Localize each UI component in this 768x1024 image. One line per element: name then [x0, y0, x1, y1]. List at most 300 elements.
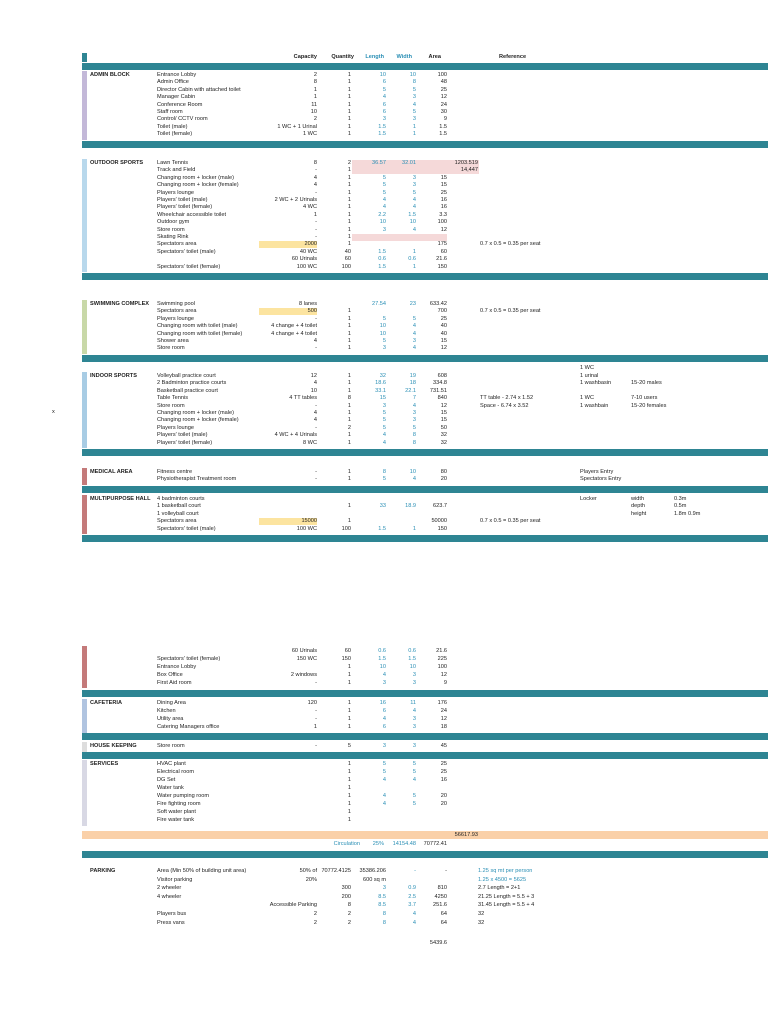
- row-quantity: 1: [347, 785, 351, 791]
- row-length: 5: [382, 316, 386, 322]
- row-capacity: 8: [313, 160, 317, 166]
- row-quantity: 1: [347, 469, 351, 475]
- row-area: 25: [440, 87, 447, 93]
- row-area: 623.7: [433, 503, 447, 509]
- row-name: Water tank: [157, 785, 184, 791]
- row-area: 12: [440, 672, 447, 678]
- row-quantity: 1: [347, 109, 351, 115]
- row-capacity: 150 WC: [296, 656, 317, 662]
- row-width: 4: [412, 227, 416, 233]
- row-capacity: -: [315, 227, 317, 233]
- row-quantity: 1: [347, 102, 351, 108]
- row-length: 4: [382, 793, 386, 799]
- row-name: Spectators' toilet (male): [157, 249, 216, 255]
- section-side-bar: [82, 159, 87, 272]
- row-width: 10: [409, 72, 416, 78]
- row-area: 16: [440, 197, 447, 203]
- row-length: 10: [379, 219, 386, 225]
- row-length: 5: [382, 87, 386, 93]
- row-quantity: 1: [347, 197, 351, 203]
- row-capacity: 4 WC: [303, 204, 317, 210]
- row-length: 8.5: [378, 902, 386, 908]
- row-quantity: 1: [347, 809, 351, 815]
- row-name: Physiotherapist Treatment room: [157, 476, 237, 482]
- row-width: 3: [412, 182, 416, 188]
- row-name: Players' toilet (male): [157, 432, 208, 438]
- row-width: 3: [412, 724, 416, 730]
- row-area: 12: [440, 345, 447, 351]
- row-capacity: 60 Urinals: [291, 256, 317, 262]
- total-highlight-row: [82, 831, 768, 839]
- row-area: 150: [437, 264, 447, 270]
- header-reference: Reference: [499, 54, 527, 60]
- row-capacity: 15000: [259, 518, 317, 525]
- row-length: 0.6: [378, 648, 386, 654]
- row-length: 36.57: [372, 160, 386, 166]
- row-length: 6: [382, 724, 386, 730]
- row-quantity: 1: [347, 777, 351, 783]
- row-name: Control/ CCTV room: [157, 116, 208, 122]
- row-area: 20: [440, 793, 447, 799]
- row-extra: 1203.519: [454, 160, 478, 166]
- row-length: 5: [382, 761, 386, 767]
- row-name: 4 wheeler: [157, 894, 182, 900]
- row-length: 1.5: [378, 656, 386, 662]
- row-area: 20: [440, 476, 447, 482]
- row-reference: 1.25 sq mt per person: [478, 868, 533, 874]
- row-length: 1.5: [378, 264, 386, 270]
- row-length: 16: [379, 700, 386, 706]
- row-area: 25: [440, 769, 447, 775]
- row-name: Players' toilet (female): [157, 204, 213, 210]
- row-length: 27.54: [372, 301, 386, 307]
- row-width: 4: [412, 197, 416, 203]
- row-length: 5: [382, 417, 386, 423]
- row-length: 6: [382, 102, 386, 108]
- row-capacity: 8 WC: [303, 440, 317, 446]
- row-capacity: 60 Urinals: [291, 648, 317, 654]
- section-band: [82, 63, 768, 70]
- row-area: 700: [437, 308, 447, 314]
- section-side-bar: [82, 699, 87, 733]
- row-reference: 21.25 Length = 5.5 + 3: [478, 894, 535, 900]
- row-area: 24: [440, 102, 447, 108]
- row-reference: TT table - 2.74 x 1.52: [480, 395, 534, 401]
- row-reference: 0.7 x 0.5 = 0.35 per seat: [480, 518, 541, 524]
- row-quantity: 1: [347, 87, 351, 93]
- row-area: 15: [440, 175, 447, 181]
- row-capacity: 2 WC + 2 Urinals: [274, 197, 317, 203]
- row-quantity: 2: [347, 920, 351, 926]
- row-length: 4: [382, 197, 386, 203]
- row-length: 35386.206: [359, 868, 386, 874]
- row-reference: 0.7 x 0.5 = 0.35 per seat: [480, 241, 541, 247]
- row-capacity: 4 WC + 4 Urinals: [274, 432, 317, 438]
- row-quantity: 1: [347, 716, 351, 722]
- row-width: 10: [409, 664, 416, 670]
- row-name: Kitchen: [157, 708, 176, 714]
- row-width: 4: [412, 476, 416, 482]
- row-length: 32: [379, 373, 386, 379]
- row-area: 32: [440, 432, 447, 438]
- header-quantity: Quantity: [331, 54, 354, 60]
- row-capacity: 4: [313, 380, 317, 386]
- row-capacity: 50% of: [299, 868, 317, 874]
- row-length: 5: [382, 182, 386, 188]
- row-width: 5: [412, 87, 416, 93]
- row-area: -: [445, 868, 447, 874]
- row-side-note: 0.5m: [674, 503, 687, 509]
- row-name: Water pumping room: [157, 793, 210, 799]
- row-reference: 1.25 x 4500 = 5625: [478, 877, 527, 883]
- row-quantity: 1: [347, 769, 351, 775]
- row-width: 3: [412, 716, 416, 722]
- row-width: 8: [412, 79, 416, 85]
- section-side-bar: [82, 866, 87, 929]
- row-capacity: 4 TT tables: [289, 395, 317, 401]
- row-quantity: 1: [347, 241, 351, 247]
- row-width: 5: [412, 769, 416, 775]
- row-width: 4: [412, 331, 416, 337]
- row-area: 334.8: [433, 380, 447, 386]
- row-length: 4: [382, 672, 386, 678]
- row-quantity: 2: [347, 160, 351, 166]
- row-side-note: 0.3m: [674, 496, 687, 502]
- row-width: 5: [412, 316, 416, 322]
- row-width: 5: [412, 425, 416, 431]
- row-area: 175: [437, 241, 447, 247]
- row-capacity: -: [315, 167, 317, 173]
- row-capacity: 10: [310, 388, 317, 394]
- row-capacity: 1 WC: [303, 131, 317, 137]
- row-capacity: -: [315, 403, 317, 409]
- row-length: 5: [382, 425, 386, 431]
- row-quantity: 1: [347, 234, 351, 240]
- row-area: 25: [440, 190, 447, 196]
- row-capacity: Accessible Parking: [269, 902, 317, 908]
- row-area: 100: [437, 664, 447, 670]
- row-capacity: -: [315, 469, 317, 475]
- section-side-bar: [82, 646, 87, 688]
- row-area: 15: [440, 417, 447, 423]
- row-width: -: [414, 868, 416, 874]
- row-area: 1.5: [439, 124, 447, 130]
- row-width: 4: [412, 777, 416, 783]
- row-area: 50000: [431, 518, 447, 524]
- row-length: 8: [382, 469, 386, 475]
- row-quantity: 2: [347, 911, 351, 917]
- row-width: 0.6: [408, 648, 416, 654]
- row-area: 810: [437, 885, 447, 891]
- row-quantity: 1: [347, 182, 351, 188]
- section-title: MULTIPURPOSE HALL: [90, 496, 151, 502]
- row-name: Basketball practice court: [157, 388, 218, 394]
- row-name: Toilet (male): [157, 124, 188, 130]
- row-length: 4: [382, 801, 386, 807]
- row-length: 600 sq m: [362, 877, 386, 883]
- row-quantity: 1: [347, 175, 351, 181]
- row-name: Staff room: [157, 109, 183, 115]
- row-reference: 0.7 x 0.5 = 0.35 per seat: [480, 308, 541, 314]
- row-name: Spectators' toilet (male): [157, 526, 216, 532]
- row-side-note: depth: [631, 503, 645, 509]
- row-width: 18.9: [405, 503, 416, 509]
- row-area: 731.51: [429, 388, 447, 394]
- row-name: Store room: [157, 403, 185, 409]
- row-capacity: -: [315, 716, 317, 722]
- header-capacity: Capacity: [293, 54, 317, 60]
- row-name: Store room: [157, 345, 185, 351]
- section-band: [82, 733, 768, 740]
- row-width: 4: [412, 204, 416, 210]
- row-side-note: 7-10 users: [631, 395, 658, 401]
- row-width: 3: [412, 672, 416, 678]
- row-capacity: -: [315, 680, 317, 686]
- row-name: Conference Room: [157, 102, 203, 108]
- row-capacity: -: [315, 190, 317, 196]
- row-width: 8: [412, 440, 416, 446]
- row-quantity: 60: [344, 648, 351, 654]
- row-length: 3: [382, 885, 386, 891]
- row-quantity: 1: [347, 432, 351, 438]
- row-quantity: 1: [347, 440, 351, 446]
- row-name: Store room: [157, 743, 185, 749]
- row-length: 3: [382, 403, 386, 409]
- row-name: Manager Cabin: [157, 94, 196, 100]
- row-side-note: 1 urinal: [580, 373, 599, 379]
- row-side-note: 15-20 females: [631, 403, 667, 409]
- row-side-note: 1 washbasin: [580, 380, 612, 386]
- section-title: MEDICAL AREA: [90, 469, 133, 475]
- row-capacity: 8: [313, 79, 317, 85]
- row-area: 9: [443, 680, 447, 686]
- row-width: 5: [412, 793, 416, 799]
- row-length: 6: [382, 109, 386, 115]
- row-quantity: 1: [347, 167, 351, 173]
- row-name: Spectators area: [157, 518, 197, 524]
- header-width: Width: [396, 54, 412, 60]
- circulation-percent: 25%: [372, 841, 384, 847]
- row-quantity: 1: [347, 131, 351, 137]
- row-capacity: 1: [313, 87, 317, 93]
- row-length: 3: [382, 116, 386, 122]
- row-length: 6: [382, 79, 386, 85]
- row-capacity: 4: [313, 338, 317, 344]
- row-width: 3: [412, 175, 416, 181]
- row-quantity: 1: [347, 708, 351, 714]
- row-width: 1: [412, 131, 416, 137]
- row-side-note: Locker: [580, 496, 597, 502]
- row-area: 30: [440, 109, 447, 115]
- row-width: 4: [412, 920, 416, 926]
- row-name: Table Tennis: [157, 395, 188, 401]
- row-area: 48: [440, 79, 447, 85]
- row-length: 15: [379, 395, 386, 401]
- row-area: 608: [437, 373, 447, 379]
- row-width: 1: [412, 249, 416, 255]
- row-quantity: 1: [347, 116, 351, 122]
- row-capacity: -: [315, 316, 317, 322]
- row-width: 3.7: [408, 902, 416, 908]
- row-name: Players' toilet (female): [157, 440, 213, 446]
- row-quantity: 1: [347, 219, 351, 225]
- row-area: 100: [437, 219, 447, 225]
- row-width: 3: [412, 743, 416, 749]
- row-name: Box Office: [157, 672, 183, 678]
- row-name: Changing room + locker (female): [157, 182, 239, 188]
- row-quantity: 5: [347, 743, 351, 749]
- row-name: 4 badminton courts: [157, 496, 205, 502]
- row-length: 5: [382, 410, 386, 416]
- row-side-note: Spectators Entry: [580, 476, 622, 482]
- row-quantity: 1: [347, 308, 351, 314]
- row-width: 0.9: [408, 885, 416, 891]
- section-title: CAFETERIA: [90, 700, 123, 706]
- row-area: 12: [440, 716, 447, 722]
- row-width: 10: [409, 219, 416, 225]
- row-extra: 14,447: [460, 167, 478, 173]
- row-quantity: 1: [347, 700, 351, 706]
- row-width: 3: [412, 116, 416, 122]
- row-area: 100: [437, 72, 447, 78]
- row-length: 10: [379, 664, 386, 670]
- highlight-cell: [352, 167, 447, 174]
- row-quantity: 1: [347, 212, 351, 218]
- row-area: 150: [437, 526, 447, 532]
- row-length: 8.5: [378, 894, 386, 900]
- row-quantity: 300: [341, 885, 351, 891]
- row-capacity: 4 change + 4 toilet: [271, 323, 317, 329]
- section-side-bar: [82, 742, 87, 752]
- row-width: 8: [412, 432, 416, 438]
- section-side-bar: [82, 468, 87, 485]
- row-name: DG Set: [157, 777, 176, 783]
- row-capacity: -: [315, 425, 317, 431]
- row-capacity: 4: [313, 175, 317, 181]
- row-length: 4: [382, 94, 386, 100]
- row-area: 1.5: [439, 131, 447, 137]
- row-length: 1.5: [378, 249, 386, 255]
- row-length: 0.6: [378, 256, 386, 262]
- row-quantity: 200: [341, 894, 351, 900]
- parking-total: 5439.6: [429, 940, 447, 946]
- row-quantity: 1: [347, 227, 351, 233]
- row-length: 5: [382, 175, 386, 181]
- row-length: 4: [382, 716, 386, 722]
- row-quantity: 1: [347, 323, 351, 329]
- row-name: 1 volleyball court: [157, 511, 199, 517]
- row-quantity: 1: [347, 373, 351, 379]
- section-title: SERVICES: [90, 761, 119, 767]
- row-reference: 2.7 Length = 2+1: [478, 885, 521, 891]
- row-capacity: 1: [313, 94, 317, 100]
- row-length: 1.5: [378, 526, 386, 532]
- row-width: 10: [409, 469, 416, 475]
- row-capacity: -: [315, 234, 317, 240]
- row-name: Fire water tank: [157, 817, 194, 823]
- row-name: Players lounge: [157, 425, 195, 431]
- row-width: 18: [409, 380, 416, 386]
- row-length: 3: [382, 743, 386, 749]
- row-quantity: 40: [344, 249, 351, 255]
- row-width: 1.5: [408, 212, 416, 218]
- section-title: INDOOR SPORTS: [90, 373, 137, 379]
- row-name: Spectators area: [157, 241, 197, 247]
- row-name: Players bus: [157, 911, 187, 917]
- row-quantity: 1: [347, 338, 351, 344]
- row-width: 3: [412, 410, 416, 416]
- row-quantity: 100: [341, 264, 351, 270]
- section-band: [82, 355, 768, 362]
- row-quantity: 70772.4125: [321, 868, 351, 874]
- row-name: Changing room + locker (male): [157, 410, 234, 416]
- row-length: 4: [382, 777, 386, 783]
- row-name: Shower area: [157, 338, 189, 344]
- row-length: 5: [382, 476, 386, 482]
- row-area: 15: [440, 338, 447, 344]
- section-side-bar: [82, 495, 87, 534]
- row-capacity: 500: [259, 308, 317, 315]
- row-quantity: 1: [347, 190, 351, 196]
- row-side-note: 1 WC: [580, 395, 594, 401]
- row-name: Soft water plant: [157, 809, 196, 815]
- row-name: Changing room with toilet (male): [157, 323, 238, 329]
- row-area: 251.6: [433, 902, 447, 908]
- row-quantity: 1: [347, 345, 351, 351]
- row-quantity: 1: [347, 724, 351, 730]
- row-quantity: 8: [347, 395, 351, 401]
- row-quantity: 1: [347, 331, 351, 337]
- row-area: 50: [440, 425, 447, 431]
- row-width: 3: [412, 338, 416, 344]
- grand-total: 70772.41: [423, 841, 447, 847]
- row-quantity: 8: [347, 902, 351, 908]
- row-capacity: 2000: [259, 241, 317, 248]
- row-width: 4: [412, 708, 416, 714]
- row-area: 16: [440, 204, 447, 210]
- row-area: 80: [440, 469, 447, 475]
- row-quantity: 1: [347, 316, 351, 322]
- row-name: Track and Field: [157, 167, 196, 173]
- row-name: HVAC plant: [157, 761, 186, 767]
- row-reference: 31.45 Length = 5.5 + 4: [478, 902, 535, 908]
- row-area: 9: [443, 116, 447, 122]
- row-quantity: 150: [341, 656, 351, 662]
- row-width: 4: [412, 345, 416, 351]
- row-length: 6: [382, 708, 386, 714]
- row-length: 4: [382, 440, 386, 446]
- row-area: 40: [440, 323, 447, 329]
- row-side-note: 1 washbain: [580, 403, 609, 409]
- row-name: Players lounge: [157, 190, 195, 196]
- row-name: Players' toilet (male): [157, 197, 208, 203]
- row-capacity: 1 WC + 1 Urinal: [277, 124, 317, 130]
- row-width: 5: [412, 190, 416, 196]
- row-name: Spectators' toilet (female): [157, 656, 221, 662]
- row-width: 32.01: [402, 160, 416, 166]
- row-capacity: -: [315, 743, 317, 749]
- row-length: 5: [382, 338, 386, 344]
- row-name: Entrance Lobby: [157, 664, 197, 670]
- row-capacity: 40 WC: [299, 249, 317, 255]
- row-capacity: 4: [313, 182, 317, 188]
- section-band: [82, 273, 768, 280]
- row-length: 33.1: [375, 388, 386, 394]
- row-name: 2 wheeler: [157, 885, 182, 891]
- section-title: PARKING: [90, 868, 116, 874]
- row-side-note: 1.8m 0.9m: [674, 511, 701, 517]
- row-capacity: 11: [311, 102, 317, 108]
